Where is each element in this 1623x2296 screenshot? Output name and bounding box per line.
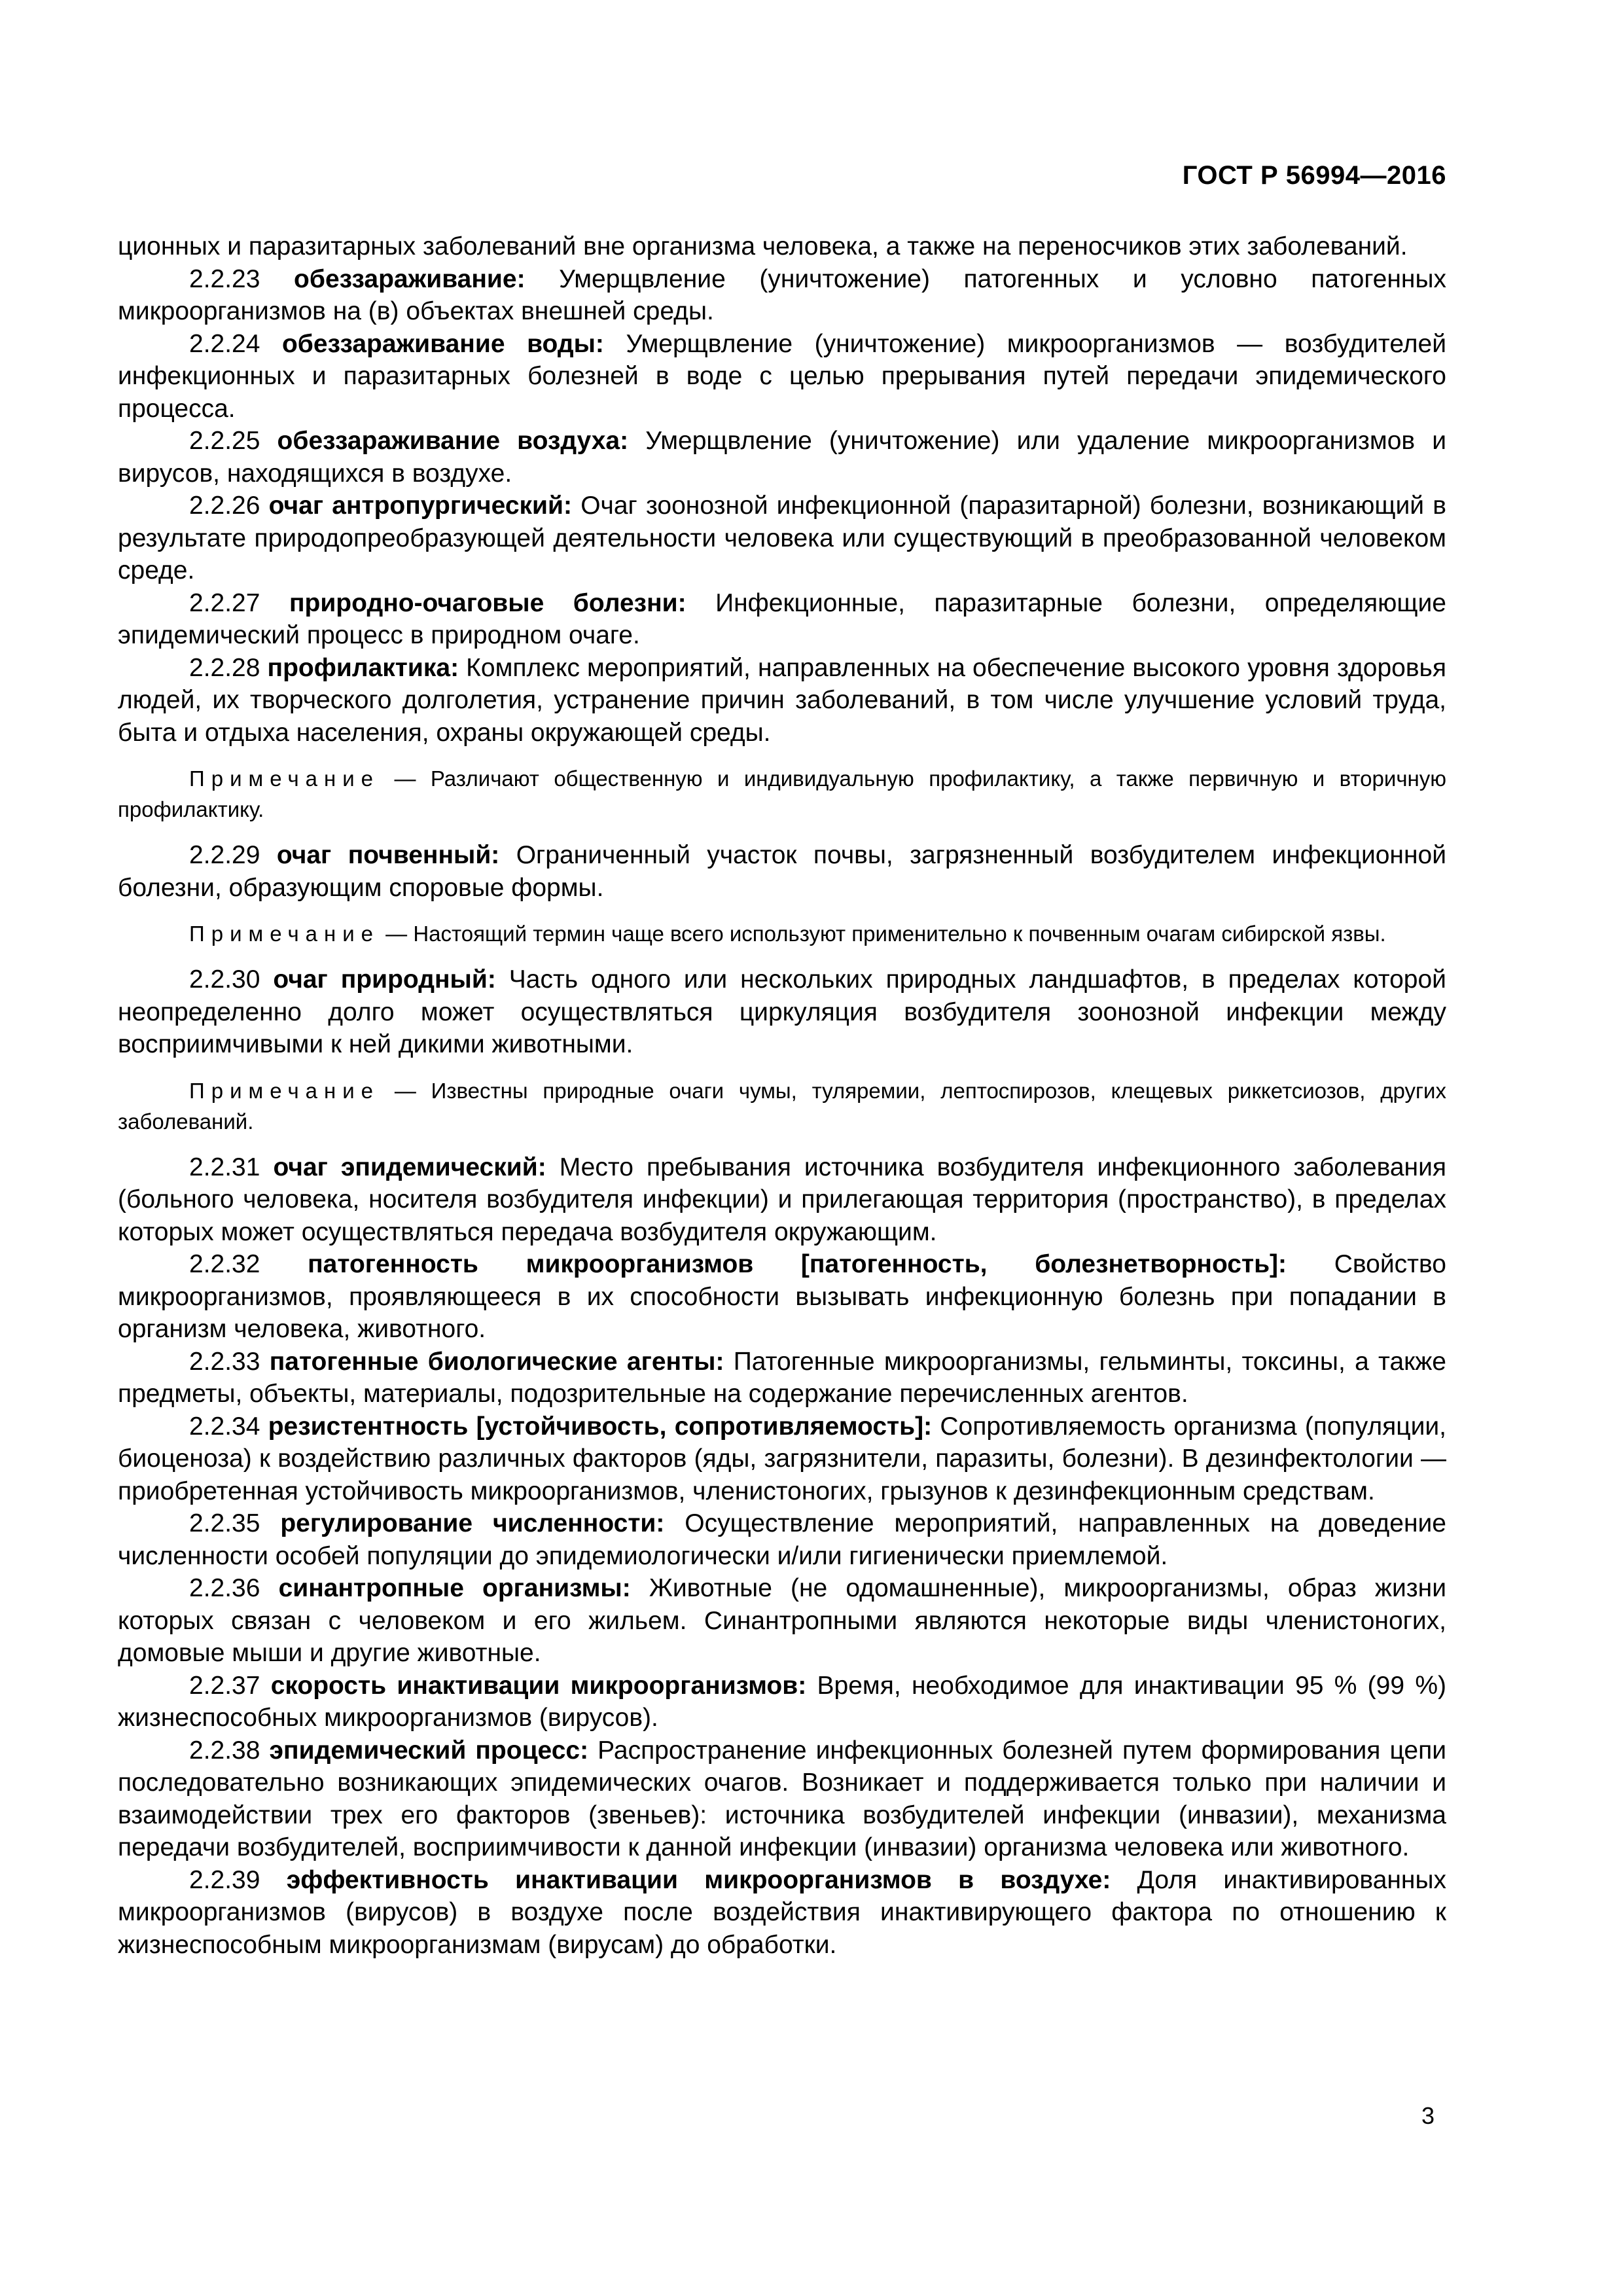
entry-term: эффективность инактивации микроорганизмов в воздухе: (286, 1865, 1111, 1894)
entry-term: синантропные организмы: (278, 1574, 631, 1602)
entry-note (118, 1075, 1446, 1137)
entry-definition: Патогенные микроорганизмы, гельминты, токсины, а также предметы, объекты, материалы, подозрительные на содержание перечисленных агентов. (118, 1347, 1446, 1408)
entry-term: скорость инактивации микроорганизмов: (270, 1671, 807, 1700)
entry-number: 2.2.25 (189, 427, 277, 455)
entry-term: регулирование численности: (280, 1509, 665, 1537)
term-entry (118, 1507, 1446, 1572)
term-entry (118, 1670, 1446, 1734)
entry-number: 2.2.33 (189, 1347, 270, 1376)
entry-number: 2.2.31 (189, 1153, 274, 1181)
note-label: Примечание (189, 766, 380, 791)
entry-number: 2.2.30 (189, 965, 274, 994)
document-body (118, 230, 1446, 1961)
term-entry (118, 839, 1446, 904)
entry-term: патогенные биологические агенты: (269, 1347, 724, 1376)
term-entry (118, 1248, 1446, 1346)
entry-definition: Инфекционные, паразитарные болезни, определяющие эпидемический процесс в природном очаге. (118, 588, 1446, 649)
entry-definition: Доля инактивированных микроорганизмов (вирусов) в воздухе после воздействия инактивирующего фактора по отношению к жизнеспособным микроорганизмам (вирусам) до обработки. (118, 1865, 1446, 1959)
entry-note (118, 763, 1446, 825)
term-entry (118, 425, 1446, 490)
note-label: Примечание (189, 1078, 380, 1103)
entry-definition: Осуществление мероприятий, направленных на доведение численности особей популяции до эпидемиологически и/или гигиенически приемлемой. (118, 1509, 1446, 1570)
entry-number: 2.2.27 (189, 588, 289, 617)
entry-number: 2.2.37 (189, 1671, 271, 1700)
entry-number: 2.2.34 (189, 1412, 268, 1441)
term-entry (118, 1572, 1446, 1670)
term-entry (118, 328, 1446, 425)
entry-definition: Место пребывания источника возбудителя инфекционного заболевания (больного человека, носителя возбудителя инфекции) и прилегающая территория (пространство), в пределах которых может осуществляться передача возбудителя окружающим. (118, 1153, 1446, 1246)
note-text: — Известны природные очаги чумы, туляремии, лептоспирозов, клещевых риккетсиозов, других заболеваний. (118, 1078, 1446, 1134)
entry-number: 2.2.36 (189, 1574, 279, 1602)
term-entry (118, 963, 1446, 1061)
intro-paragraph: ционных и паразитарных заболеваний вне организма человека, а также на переносчиков этих заболеваний. (118, 232, 1408, 260)
entry-definition: Сопротивляемость организма (популяции, биоценоза) к воздействию различных факторов (яды, загрязнители, паразиты, болезни). В дезинфектологии — приобретенная устойчивость микроорганизмов, членистоногих, грызунов к дезинфекционным средствам. (118, 1412, 1446, 1505)
entry-number: 2.2.29 (189, 841, 277, 869)
entry-term: патогенность микроорганизмов [патогенность, болезнетворность]: (308, 1250, 1287, 1278)
entry-definition: Умерщвление (уничтожение) микроорганизмов — возбудителей инфекционных и паразитарных болезней в воде с целью прерывания путей передачи эпидемического процесса. (118, 329, 1446, 423)
entry-number: 2.2.23 (189, 264, 294, 293)
entry-term: очаг антропургический: (268, 492, 572, 520)
entry-definition: Умерщвление (уничтожение) или удаление микроорганизмов и вирусов, находящихся в воздухе. (118, 427, 1446, 488)
entry-term: очаг почвенный: (276, 841, 500, 869)
document-header (1183, 161, 1446, 190)
entry-number: 2.2.35 (189, 1509, 281, 1537)
entry-definition: Ограниченный участок почвы, загрязненный возбудителем инфекционной болезни, образующим споровые формы. (118, 841, 1446, 902)
term-entry (118, 490, 1446, 587)
entry-term: профилактика: (267, 653, 459, 682)
term-entry (118, 1864, 1446, 1962)
entry-number: 2.2.32 (189, 1250, 308, 1278)
entry-definition: Свойство микроорганизмов, проявляющееся в их способности вызывать инфекционную болезнь при попадании в организм человека, животного. (118, 1250, 1446, 1343)
entry-term: обеззараживание воды: (281, 329, 604, 358)
entry-number: 2.2.24 (189, 329, 282, 358)
entry-definition: Распространение инфекционных болезней путем формирования цепи последовательно возникающих эпидемических очагов. Возникает и поддерживается только при наличии и взаимодействии трех его факторов (звеньев): источника возбудителей инфекции (инвазии), механизма передачи возбудителей, восприимчивости к данной инфекции (инвазии) организма человека или животного. (118, 1736, 1446, 1861)
entry-number: 2.2.38 (189, 1736, 270, 1765)
entry-definition: Животные (не одомашненные), микроорганизмы, образ жизни которых связан с человеком и его жильем. Синантропными являются некоторые виды членистоногих, домовые мыши и другие животные. (118, 1574, 1446, 1667)
terms-list (118, 263, 1446, 1962)
term-entry (118, 263, 1446, 328)
entry-note (118, 918, 1446, 949)
document-id: ГОСТ Р 56994—2016 (1182, 161, 1446, 190)
entry-definition: Часть одного или нескольких природных ландшафтов, в пределах которой неопределенно долго может осуществляться циркуляция возбудителя зоонозной инфекции между восприимчивыми к ней дикими животными. (118, 965, 1446, 1058)
entry-term: эпидемический процесс: (269, 1736, 589, 1765)
page-number: 3 (1421, 2102, 1435, 2129)
term-entry (118, 1410, 1446, 1508)
entry-number: 2.2.26 (189, 492, 269, 520)
term-entry (118, 652, 1446, 749)
term-entry (118, 1346, 1446, 1410)
term-entry (118, 1734, 1446, 1864)
entry-number: 2.2.28 (189, 653, 268, 682)
note-label: Примечание (189, 922, 380, 946)
note-text: — Различают общественную и индивидуальную профилактику, а также первичную и вторичную профилактику. (118, 766, 1446, 821)
entry-term: очаг эпидемический: (273, 1153, 546, 1181)
entry-definition: Очаг зоонозной инфекционной (паразитарной) болезни, возникающий в результате природопреобразующей деятельности человека или существующий в преобразованной человеком среде. (118, 492, 1446, 584)
term-entry (118, 1151, 1446, 1249)
entry-definition: Комплекс мероприятий, направленных на обеспечение высокого уровня здоровья людей, их творческого долголетия, устранение причин заболеваний, в том числе улучшение условий труда, быта и отдыха населения, охраны окружающей среды. (118, 653, 1446, 747)
term-entry (118, 587, 1446, 652)
entry-definition: Умерщвление (уничтожение) патогенных и условно патогенных микроорганизмов на (в) объектах внешней среды. (118, 264, 1446, 325)
entry-term: обеззараживание: (294, 264, 526, 293)
entry-term: природно-очаговые болезни: (289, 588, 687, 617)
entry-definition: Время, необходимое для инактивации 95 % (99 %) жизнеспособных микроорганизмов (вирусов). (118, 1671, 1446, 1732)
entry-term: очаг природный: (273, 965, 496, 994)
entry-term: обеззараживание воздуха: (277, 427, 629, 455)
entry-term: резистентность [устойчивость, сопротивляемость]: (268, 1412, 933, 1441)
entry-number: 2.2.39 (189, 1865, 287, 1894)
note-text: — Настоящий термин чаще всего используют применительно к почвенным очагам сибирской язвы. (380, 922, 1386, 946)
